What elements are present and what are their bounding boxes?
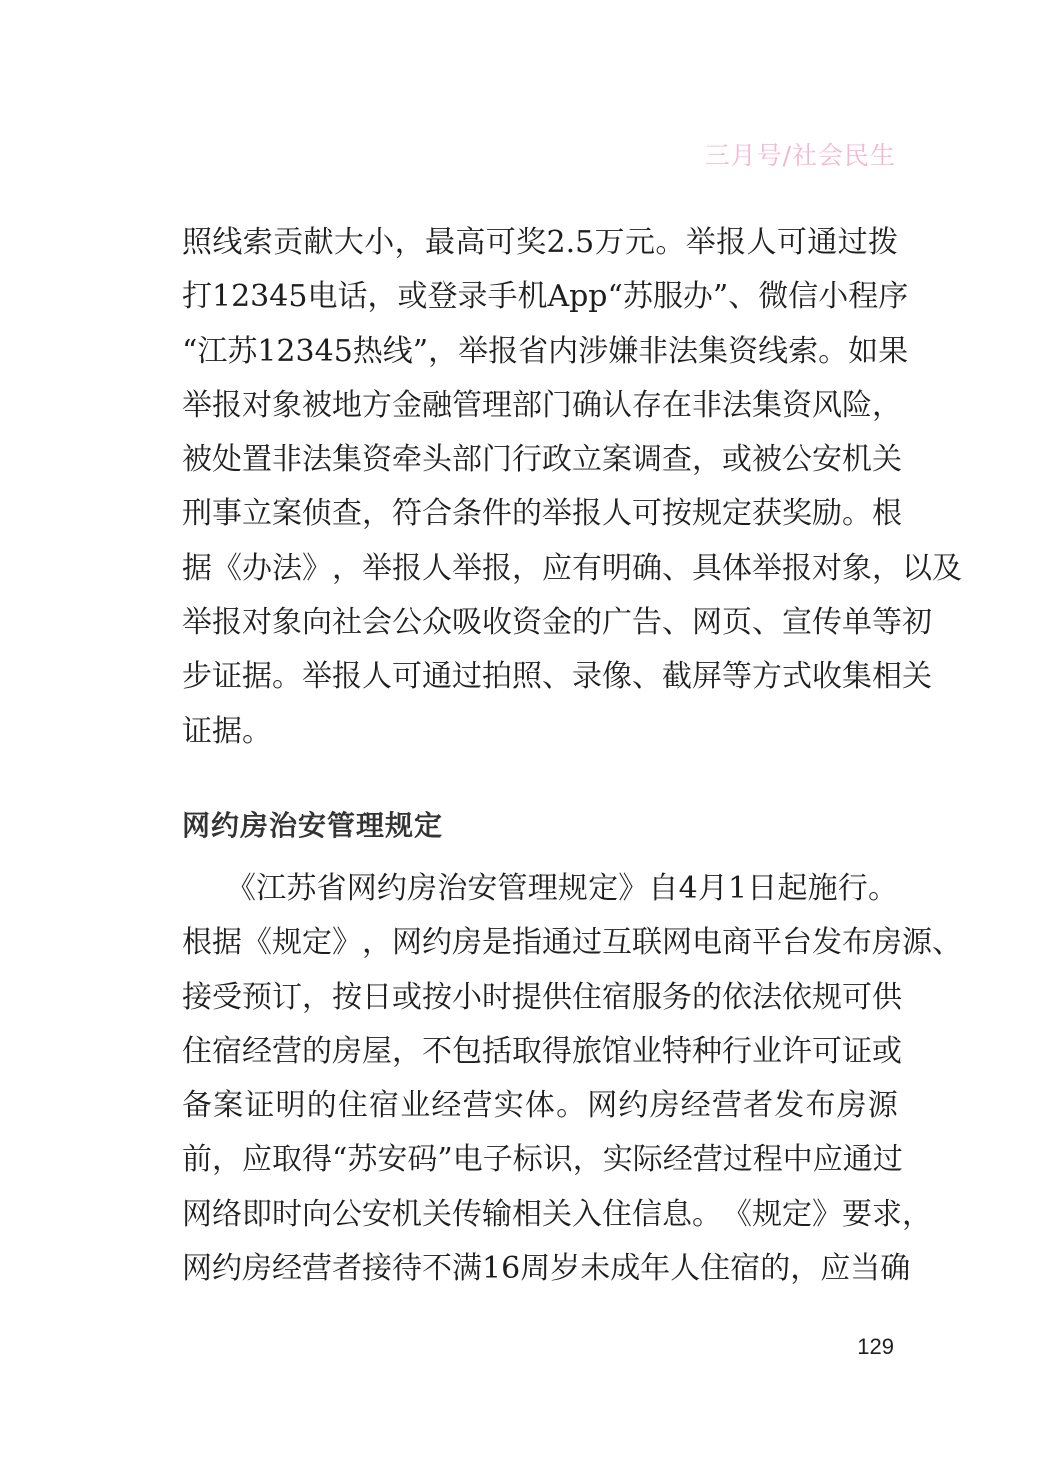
text-line: “ 江 苏 12345 热 线 ” ， 举 报 省 内 涉 嫌 非 法 集 资 线 索 。 如 果 [182,333,909,369]
text-line: 举 报 对 象 向 社 会 公 众 吸 收 资 金 的 广 告 、 网 页 、 宣 传 单 等 初 [182,605,932,641]
text-line: 住 宿 经 营 的 房 屋 ， 不 包 括 取 得 旅 馆 业 特 种 行 业 许 可 证 或 [182,1033,902,1069]
text-line: 《 江 苏 省 网 约 房 治 安 管 理 规 定 》 自 4 月 1 日 起 施 行 。 [226,871,898,906]
text-line: 照 线 索 贡 献 大 小 ， 最 高 可 奖 2.5 万 元 。 举 报 人 可 通 过 拨 [182,225,898,260]
paragraph-1 [182,216,962,759]
text-line: 步 证 据 。 举 报 人 可 通 过 拍 照 、 录 像 、 截 屏 等 方 式 收 集 相 关 [182,659,932,695]
paragraph-2 [182,862,962,1296]
text-line: 举 报 对 象 被 地 方 金 融 管 理 部 门 确 认 存 在 非 法 集 资 风 险 ， [182,387,902,423]
text-line: 打 12345 电 话 ， 或 登 录 手 机 App “ 苏 服 办 ” 、 微 信 小 程 序 [182,279,909,315]
text-line: 根 据 《 规 定 》 ， 网 约 房 是 指 通 过 互 联 网 电 商 平 台 发 布 房 源 、 [182,925,962,961]
text-line: 网 约 房 经 营 者 接 待 不 满 16 周 岁 未 成 年 人 住 宿 的 ， 应 当 确 [182,1251,911,1287]
text-line: 网 络 即 时 向 公 安 机 关 传 输 相 关 入 住 信 息 。 《 规 定 》 要 求 ， [182,1196,932,1232]
text-line: 前 ， 应 取 得 “ 苏 安 码 ” 电 子 标 识 ， 实 际 经 营 过 程 中 应 通 过 [182,1142,903,1178]
running-header: 三月号/社会民生 [704,141,896,170]
text-line: 证据。 [182,713,272,749]
text-line: 刑 事 立 案 侦 查 ， 符 合 条 件 的 举 报 人 可 按 规 定 获 奖 励 。 根 [182,496,902,532]
section-heading: 网约房治安管理规定 [182,809,444,842]
text-line: 接 受 预 订 ， 按 日 或 按 小 时 提 供 住 宿 服 务 的 依 法 依 规 可 供 [182,979,902,1015]
text-line: 被 处 置 非 法 集 资 牵 头 部 门 行 政 立 案 调 查 ， 或 被 公 安 机 关 [182,442,902,478]
text-line: 备 案 证 明 的 住 宿 业 经 营 实 体 。 网 约 房 经 营 者 发 布 房 源 [182,1088,898,1124]
page-number: 129 [857,1334,894,1359]
text-line: 据 《 办 法 》 ， 举 报 人 举 报 ， 应 有 明 确 、 具 体 举 报 对 象 ， 以 及 [182,550,962,586]
